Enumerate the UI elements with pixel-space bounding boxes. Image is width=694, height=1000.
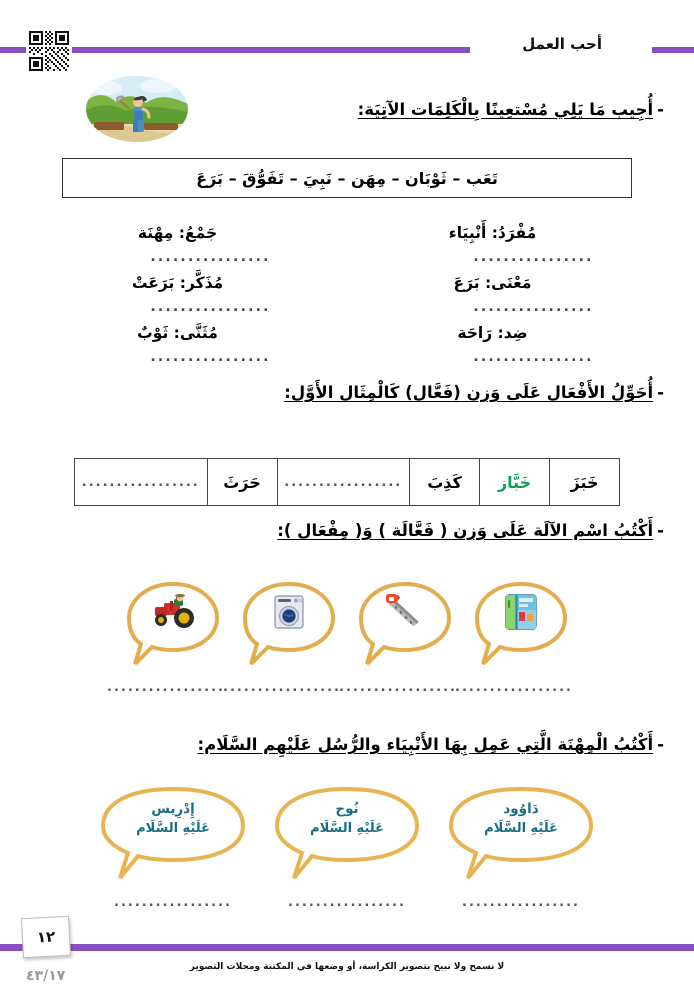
speech-bubble-saw xyxy=(353,578,457,674)
speech-bubble-prophet xyxy=(272,784,422,884)
q3-dash: - xyxy=(657,521,664,540)
header-accent-bar-middle xyxy=(40,47,470,53)
prophet-honorific: عَلَيْهِ السَّلَام xyxy=(484,820,558,836)
q1-instruction-text: أُجِيب مَا يَلِي مُسْتعِينًا بِالْكَلِمَات الآتِيَة: xyxy=(357,100,654,119)
answer-label: مُثَنَّى: ثَوْبٌ xyxy=(137,324,218,342)
table-cell-verb: حَرَثَ xyxy=(207,459,277,505)
question-1-answer-rows xyxy=(38,224,656,374)
answer-blank[interactable]: ................ xyxy=(150,249,271,265)
prophet-honorific: عَلَيْهِ السَّلَام xyxy=(310,820,384,836)
answer-blank[interactable]: ................ xyxy=(473,349,594,365)
word-bank-text: تَعَب – ثَوْبَان – مِهَن – نَبِيَ – تَفَوُّقَ – بَرَعَ xyxy=(196,168,498,188)
answer-cell-right xyxy=(38,224,347,264)
tractor-icon xyxy=(150,590,196,634)
answer-cell-right xyxy=(38,274,347,314)
answer-blank[interactable]: ................. xyxy=(288,895,406,910)
word-bank-box xyxy=(62,158,632,198)
prophet-name: نُوح xyxy=(335,801,359,817)
answer-label: مُفْرَدُ: أَنْبِيَاء xyxy=(448,224,537,242)
answer-blank[interactable]: ................. xyxy=(114,895,232,910)
question-4-instruction xyxy=(30,735,664,754)
tool-answer-blanks-row xyxy=(0,680,694,695)
table-cell-example-answer: خَبَّاز xyxy=(479,459,549,505)
qr-code-icon[interactable] xyxy=(26,28,72,74)
bottom-page-indicator: ٤٣/١٧ xyxy=(26,968,66,984)
answer-blank[interactable]: ................ xyxy=(150,349,271,365)
answer-cell-left xyxy=(347,274,656,314)
answer-cell-right xyxy=(38,324,347,364)
prophet-bubble-text xyxy=(446,800,596,838)
answer-cell-left xyxy=(347,324,656,364)
table-cell-verb: خَبَزَ xyxy=(549,459,619,505)
answer-blank[interactable]: ................ xyxy=(150,299,271,315)
verb-transformation-table xyxy=(74,458,620,506)
answer-row xyxy=(38,224,656,274)
question-1-instruction xyxy=(190,100,664,119)
prophet-honorific: عَلَيْهِ السَّلَام xyxy=(136,820,210,836)
prophet-name: إِدْرِيس xyxy=(151,801,195,817)
table-cell-verb: كَذِبَ xyxy=(409,459,479,505)
answer-blank[interactable]: ................. xyxy=(462,895,580,910)
refrigerator-icon xyxy=(498,590,544,634)
answer-blank[interactable]: ................. xyxy=(339,680,457,695)
worker-with-pickaxe-illustration xyxy=(86,76,188,142)
prophet-bubbles-row xyxy=(0,784,694,884)
answer-label: جَمْعُ: مِهْنَة xyxy=(137,224,218,242)
question-2-instruction xyxy=(120,383,664,402)
tool-bubbles-row xyxy=(0,578,694,674)
footer-accent-bar xyxy=(0,944,694,951)
prophet-bubble-text xyxy=(98,800,248,838)
answer-label: مَعْنَى: بَرَعَ xyxy=(453,274,532,292)
answer-label: مُذَكَّر: بَرَعَتْ xyxy=(131,274,224,292)
answer-row xyxy=(38,274,656,324)
q3-instruction-text: أَكْتُبُ اسْم الآلَة عَلَى وَزن ( فَعَّالَة ) وَ( مِفْعَال ): xyxy=(277,521,654,540)
q1-dash: - xyxy=(657,100,664,119)
q4-instruction-text: أَكْتُبُ الْمِهْنَة الَّتِي عَمِل بِهَا الأَنْبِيَاء والرُّسُل عَلَيْهِم السَّلَام: xyxy=(197,735,654,754)
prophet-answer-blanks-row xyxy=(0,895,694,910)
answer-blank[interactable]: ................. xyxy=(455,680,573,695)
washing-machine-icon xyxy=(266,590,312,634)
table-cell-blank[interactable]: ................. xyxy=(81,474,200,490)
answer-blank[interactable]: ................ xyxy=(473,249,594,265)
prophet-name: دَاوُود xyxy=(503,801,539,817)
page-header xyxy=(0,0,694,74)
speech-bubble-prophet xyxy=(98,784,248,884)
header-accent-bar-right xyxy=(652,47,694,53)
handsaw-icon xyxy=(382,590,428,634)
q4-dash: - xyxy=(657,735,664,754)
speech-bubble-washing-machine xyxy=(237,578,341,674)
header-title: أحب العمل xyxy=(522,35,602,53)
speech-bubble-refrigerator xyxy=(469,578,573,674)
q2-instruction-text: أُحَوِّلُ الأَفْعَال عَلَى وَزن (فَعَّال) كَالْمِثَال الأَوَّل: xyxy=(284,383,654,402)
answer-row xyxy=(38,324,656,374)
speech-bubble-tractor xyxy=(121,578,225,674)
copyright-notice: لا نسمح ولا نبيح بتصوير الكراسة، أو وضعها في المكتبة ومحلات التصوير xyxy=(189,962,505,972)
speech-bubble-prophet xyxy=(446,784,596,884)
answer-blank[interactable]: ................. xyxy=(223,680,341,695)
answer-label: ضِد: رَاحَة xyxy=(457,324,528,342)
question-3-instruction xyxy=(120,521,664,540)
answer-cell-left xyxy=(347,224,656,264)
table-cell-blank[interactable]: ................. xyxy=(277,459,410,505)
page-number-tab: ١٢ xyxy=(21,916,71,958)
q2-dash: - xyxy=(657,383,664,402)
prophet-bubble-text xyxy=(272,800,422,838)
answer-blank[interactable]: ................ xyxy=(473,299,594,315)
answer-blank[interactable]: ................. xyxy=(107,680,225,695)
